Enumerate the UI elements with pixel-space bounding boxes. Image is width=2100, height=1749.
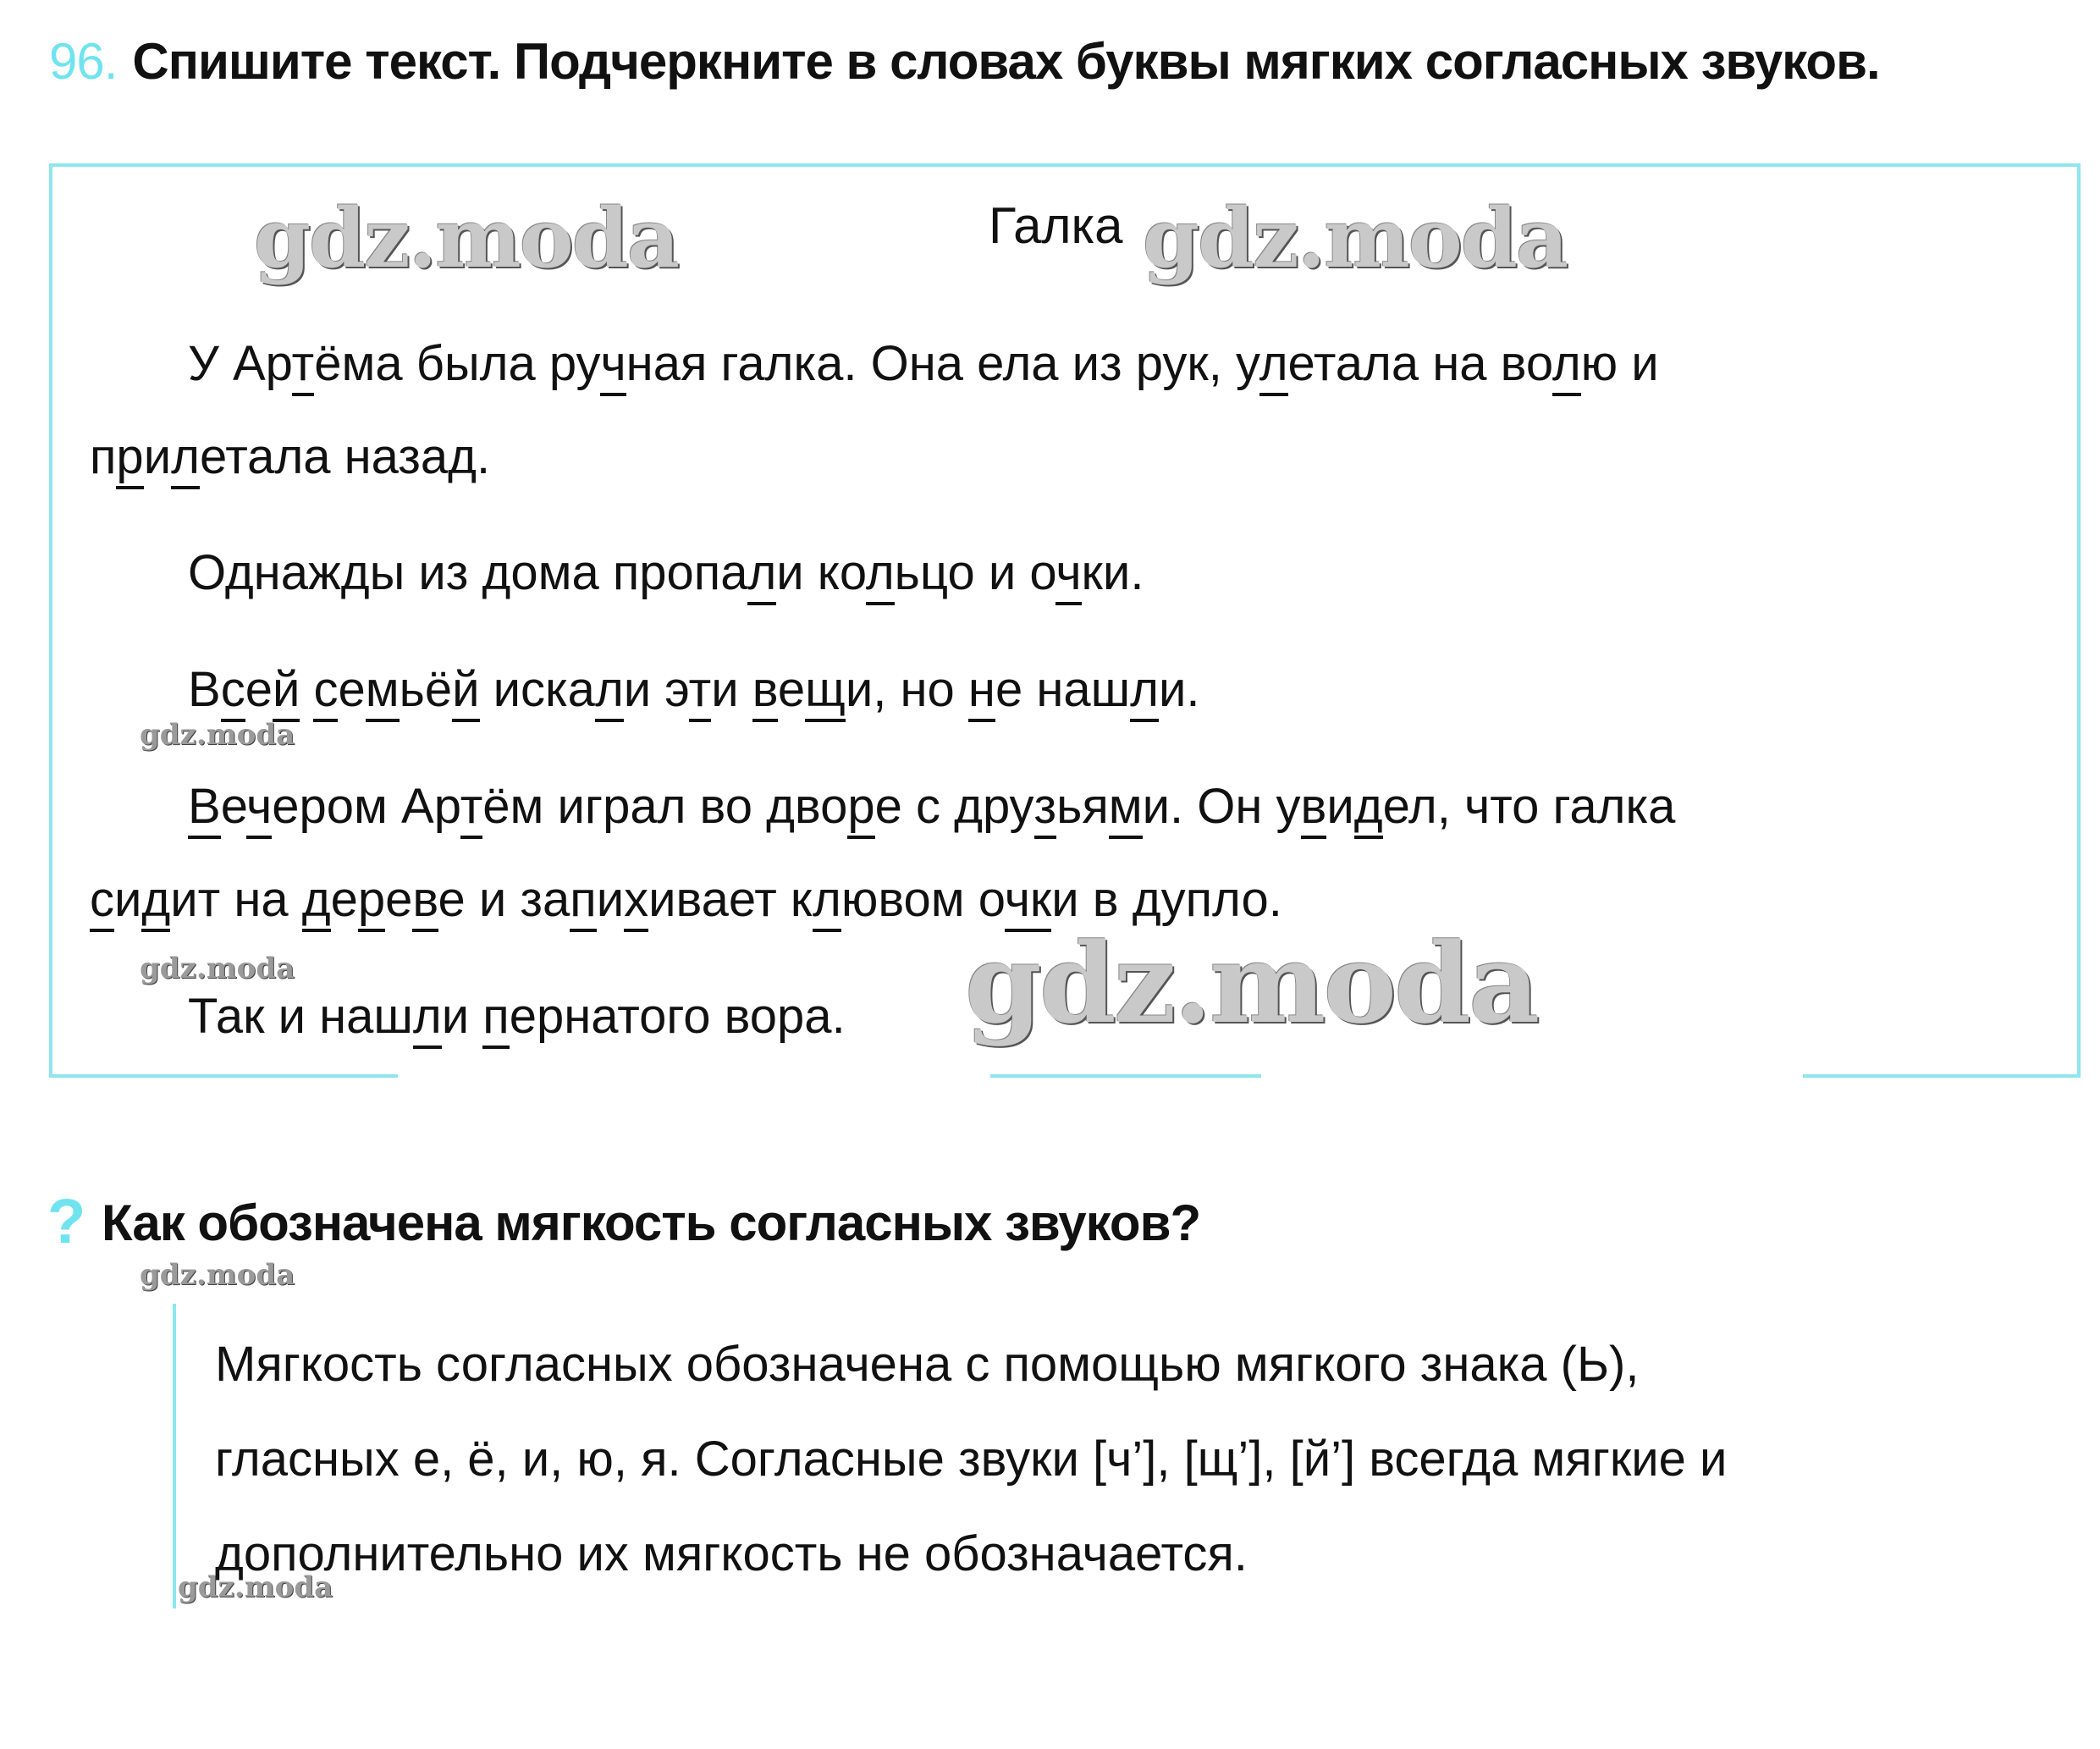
underlined-letter: л xyxy=(1130,662,1159,722)
underlined-letter: в xyxy=(412,872,438,932)
underlined-letter: х xyxy=(624,872,648,932)
paragraph-2 xyxy=(188,527,1144,620)
underlined-letter: с xyxy=(221,662,245,722)
underlined-letter: л xyxy=(413,989,442,1049)
task-title xyxy=(49,32,1880,91)
text-segment: и ко xyxy=(776,545,866,600)
underlined-letter: т xyxy=(460,779,483,839)
text-segment: ювом о xyxy=(841,872,1005,927)
underlined-letter: с xyxy=(313,662,338,722)
paragraph-4-line-1 xyxy=(188,760,1675,853)
underlined-letter: р xyxy=(358,872,385,932)
text-segment: етала на во xyxy=(1287,336,1552,391)
answer-line-3: дополнительно их мягкость не обозначается. xyxy=(215,1526,1248,1581)
underlined-letter: л xyxy=(1259,336,1288,396)
watermark-logo: gdz.moda xyxy=(965,919,1538,1048)
underlined-letter: л xyxy=(1552,336,1581,396)
underlined-letter: м xyxy=(1109,779,1143,839)
text-segment: и xyxy=(596,872,625,927)
underlined-letter: н xyxy=(968,662,995,722)
underlined-letter: п xyxy=(570,872,596,932)
underlined-letter: л xyxy=(171,429,200,489)
text-segment xyxy=(300,662,313,717)
answer-line-1: Мягкость согласных обозначена с помощью мягкого знака (Ь), xyxy=(215,1337,1640,1392)
underlined-letter: д xyxy=(141,872,170,932)
story-title: Галка xyxy=(989,197,1123,254)
text-segment: В xyxy=(188,662,221,717)
underlined-letter: р xyxy=(116,429,143,489)
watermark-logo: gdz.moda xyxy=(140,952,295,985)
watermark-logo: gdz.moda xyxy=(140,1258,295,1292)
text-segment: Однажды из дома пропа xyxy=(188,545,748,600)
text-segment: ья xyxy=(1056,779,1109,834)
text-segment: етала назад. xyxy=(199,429,491,484)
text-segment: и xyxy=(114,872,142,927)
text-segment: ём играл во дво xyxy=(482,779,848,834)
underlined-letter: л xyxy=(813,872,841,932)
watermark-logo: gdz.moda xyxy=(178,1570,333,1604)
text-segment: ернатого вора. xyxy=(509,989,846,1044)
text-segment: е xyxy=(330,872,358,927)
text-segment: ьцо и о xyxy=(894,545,1056,600)
text-segment: ером Ар xyxy=(272,779,460,834)
underlined-letter: к xyxy=(1030,872,1051,932)
text-segment: е xyxy=(220,779,247,834)
underlined-letter: з xyxy=(1034,779,1057,839)
text-segment: ьё xyxy=(399,662,453,717)
text-segment: е xyxy=(338,662,366,717)
underlined-letter: с xyxy=(90,872,114,932)
answer-line-2: гласных е, ё, и, ю, я. Согласные звуки [ч’], [щ’], [й’] всегда мягкие и xyxy=(215,1432,1728,1487)
paragraph-1-line-1 xyxy=(188,317,1659,411)
underlined-letter: р xyxy=(847,779,874,839)
text-segment: ки. xyxy=(1081,545,1144,600)
underlined-letter: В xyxy=(188,779,221,839)
text-segment: е наш xyxy=(995,662,1131,717)
watermark-logo: gdz.moda xyxy=(140,718,295,752)
question-mark-icon: ? xyxy=(47,1186,86,1256)
frame-gap-left xyxy=(398,1072,990,1084)
text-segment: п xyxy=(90,429,117,484)
text-segment: ивает к xyxy=(648,872,813,927)
underlined-letter: в xyxy=(1301,779,1327,839)
text-segment: ная галка. Она ела из рук, у xyxy=(626,336,1259,391)
text-segment: и xyxy=(441,989,483,1044)
text-segment: У Ар xyxy=(188,336,292,391)
text-segment: ёма была ру xyxy=(314,336,601,391)
underlined-letter: й xyxy=(273,662,300,722)
text-segment: е с дру xyxy=(874,779,1034,834)
frame-gap-right xyxy=(1261,1072,1803,1084)
underlined-letter: ч xyxy=(1005,872,1030,932)
text-segment: ю и xyxy=(1580,336,1659,391)
underlined-letter: т xyxy=(292,336,315,396)
question-text: Как обозначена мягкость согласных звуков? xyxy=(102,1195,1201,1251)
underlined-letter: ч xyxy=(246,779,272,839)
text-segment: е xyxy=(385,872,413,927)
underlined-letter: д xyxy=(302,872,331,932)
underlined-letter: п xyxy=(482,989,509,1049)
underlined-letter: м xyxy=(366,662,400,722)
text-segment: е и за xyxy=(438,872,570,927)
paragraph-3 xyxy=(188,643,1200,737)
paragraph-1-line-2 xyxy=(90,411,490,504)
text-segment: и xyxy=(143,429,172,484)
text-segment: и xyxy=(1326,779,1354,834)
text-segment: е xyxy=(245,662,273,717)
watermark-logo: gdz.moda xyxy=(1143,190,1568,286)
text-segment: и xyxy=(711,662,752,717)
underlined-letter: д xyxy=(1354,779,1383,839)
answer-block xyxy=(215,1317,1727,1602)
text-segment: иска xyxy=(479,662,595,717)
underlined-letter: л xyxy=(866,545,895,605)
underlined-letter: й xyxy=(452,662,479,722)
task-instruction: Спишите текст. Подчеркните в словах буквы мягких согласных звуков. xyxy=(132,33,1880,90)
text-segment: и э xyxy=(623,662,689,717)
text-segment: Так и наш xyxy=(188,989,413,1044)
underlined-letter: л xyxy=(595,662,624,722)
task-number: 96. xyxy=(49,33,118,90)
text-segment: е xyxy=(777,662,806,717)
answer-bar xyxy=(173,1304,176,1608)
underlined-letter: л xyxy=(747,545,776,605)
text-segment: ит на xyxy=(170,872,302,927)
watermark-logo: gdz.moda xyxy=(254,190,679,286)
text-segment: и. Он у xyxy=(1142,779,1301,834)
underlined-letter: т xyxy=(689,662,712,722)
text-segment: и в дупло. xyxy=(1051,872,1282,927)
text-segment: и. xyxy=(1159,662,1200,717)
underlined-letter: щ xyxy=(805,662,846,722)
underlined-letter: ч xyxy=(1056,545,1081,605)
text-segment: и, но xyxy=(845,662,968,717)
underlined-letter: ч xyxy=(600,336,626,396)
text-segment: ел, что галка xyxy=(1382,779,1676,834)
underlined-letter: в xyxy=(752,662,778,722)
